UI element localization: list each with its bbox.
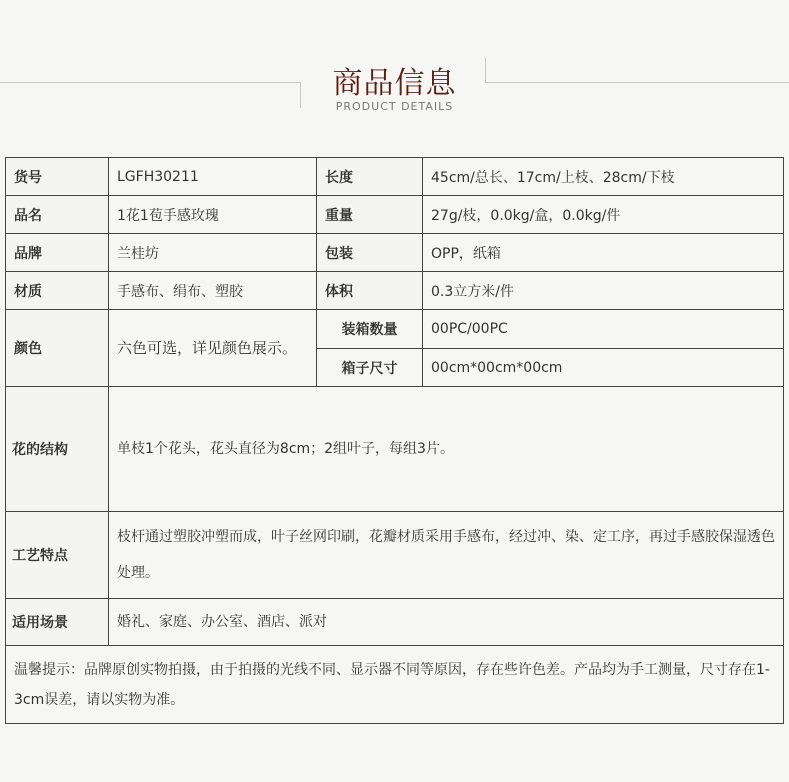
spec-label: 工艺特点 (6, 512, 109, 599)
table-row (6, 310, 784, 349)
spec-label: 体积 (317, 272, 423, 310)
spec-value: LGFH30211 (109, 158, 317, 196)
spec-value: 00cm*00cm*00cm (423, 349, 784, 387)
table-row (6, 234, 784, 272)
spec-value: 手感布、绢布、塑胶 (109, 272, 317, 310)
spec-label: 材质 (6, 272, 109, 310)
table-row (6, 512, 784, 599)
spec-value: 45cm/总长、17cm/上枝、28cm/下枝 (423, 158, 784, 196)
spec-label: 颜色 (6, 310, 109, 387)
spec-label: 长度 (317, 158, 423, 196)
spec-label: 箱子尺寸 (317, 349, 423, 387)
table-row (6, 599, 784, 646)
spec-value: 枝杆通过塑胶冲塑而成，叶子丝网印刷，花瓣材质采用手感布，经过冲、染、定工序，再过手感胶保湿透色处理。 (109, 512, 784, 599)
spec-label: 适用场景 (6, 599, 109, 646)
spec-value: 27g/枝，0.0kg/盒，0.0kg/件 (423, 196, 784, 234)
spec-value: 六色可选，详见颜色展示。 (109, 310, 317, 387)
notice-text: 温馨提示：品牌原创实物拍摄，由于拍摄的光线不同、显示器不同等原因，存在些许色差。产品均为手工测量，尺寸存在1-3cm误差，请以实物为准。 (6, 646, 784, 724)
spec-table (5, 157, 784, 724)
spec-label: 装箱数量 (317, 310, 423, 349)
table-row (6, 272, 784, 310)
spec-label: 包装 (317, 234, 423, 272)
spec-label: 品牌 (6, 234, 109, 272)
spec-value: 0.3立方米/件 (423, 272, 784, 310)
table-row (6, 158, 784, 196)
table-row (6, 387, 784, 512)
spec-label: 货号 (6, 158, 109, 196)
spec-value: 婚礼、家庭、办公室、酒店、派对 (109, 599, 784, 646)
page-subtitle: PRODUCT DETAILS (335, 100, 454, 113)
spec-label: 品名 (6, 196, 109, 234)
spec-value: 单枝1个花头，花头直径为8cm；2组叶子，每组3片。 (109, 387, 784, 512)
spec-value: OPP，纸箱 (423, 234, 784, 272)
spec-value: 00PC/00PC (423, 310, 784, 349)
spec-label: 花的结构 (6, 387, 109, 512)
spec-label: 重量 (317, 196, 423, 234)
table-row (6, 196, 784, 234)
page-title: 商品信息 (332, 66, 457, 101)
table-row (6, 646, 784, 724)
spec-value: 1花1苞手感玫瑰 (109, 196, 317, 234)
spec-value: 兰桂坊 (109, 234, 317, 272)
